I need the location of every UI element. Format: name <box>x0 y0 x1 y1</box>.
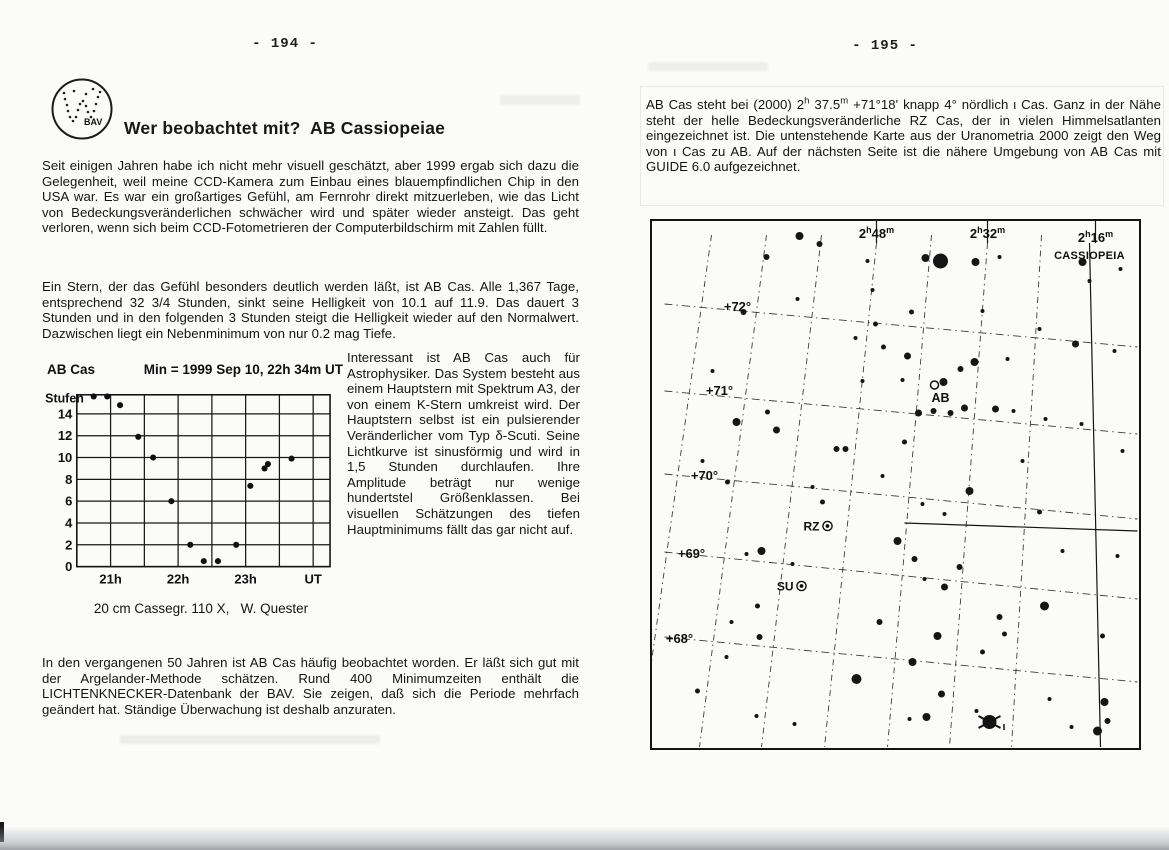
bleed-through-smudge <box>648 62 768 71</box>
lightcurve-title-minimum: Min = 1999 Sep 10, 22h 34m UT <box>143 362 343 377</box>
paragraph-ab-cas: Ein Stern, der das Gefühl besonders deutlich werden läßt, ist AB Cas. Alle 1,367 Tage, entsprechend 32 3/4 Stunden, sinkt seine Helligkeit von 10.1 auf 11.9. Das dauert 3 Stunden und in den folgenden 3 Stunden steigt die Helligkeit wieder auf den Normalwert. Dazwischen liegt ein Nebenminimum von nur 0.2 mag Tiefe. <box>42 279 579 341</box>
position-text-3: +71°18' knapp 4° nördlich ι Cas. Ganz in der Nähe steht der helle Bedeckungsveränderliche RZ Cas, der in vielen Himmelsatlanten eingezeichnet ist. Die untenstehende Karte aus der Uranometria 2000 zeigt den Weg von ι Cas zu AB. Auf der nächsten Seite ist die nähere Umgebung von AB Cas mit GUIDE 6.0 aufgezeichnet. <box>646 97 1161 175</box>
lightcurve-plot <box>45 388 337 596</box>
paragraph-history: In den vergangenen 50 Jahren ist AB Cas häufig beobachtet worden. Er läßt sich gut mit der Argelander-Methode schätzen. Rund 400 Minimumzeiten enthält die LICHTENKNECKER-Datenbank der BAV. Sie zeigen, daß sich die Periode mehrfach geändert hat. Ständige Überwachung ist deshalb anzuraten. <box>42 655 579 717</box>
svg-text:0: 0 <box>65 559 73 575</box>
svg-text:CASSIOPEIA: CASSIOPEIA <box>1054 250 1125 262</box>
star-chart-plot <box>652 221 1138 747</box>
uranometria-star-chart <box>650 219 1141 750</box>
svg-text:Stufen: Stufen <box>45 391 84 406</box>
bleed-through-smudge <box>120 735 380 744</box>
bav-logo <box>50 77 114 141</box>
svg-text:4: 4 <box>65 515 73 531</box>
svg-text:2h16m: 2$^h$16$^m$ <box>1077 229 1114 245</box>
svg-text:12: 12 <box>57 428 73 444</box>
svg-text:22h: 22h <box>166 571 190 587</box>
svg-text:+71°: +71° <box>705 383 734 398</box>
page-number-left: - 194 - <box>252 36 318 52</box>
svg-text:6: 6 <box>65 493 73 509</box>
article-title: Wer beobachtet mit? AB Cassiopeiae <box>124 118 446 138</box>
lightcurve-title-star: AB Cas <box>47 362 96 377</box>
page-number-right: - 195 - <box>852 38 918 54</box>
superscript-hours: h <box>804 95 810 107</box>
bav-logo-icon <box>50 77 114 141</box>
svg-text:+69°: +69° <box>677 546 706 561</box>
svg-text:2: 2 <box>65 537 73 553</box>
svg-text:10: 10 <box>57 450 73 466</box>
svg-text:8: 8 <box>65 471 73 487</box>
svg-text:SU: SU <box>776 579 794 594</box>
svg-text:RZ: RZ <box>803 519 820 534</box>
lightcurve-title <box>47 362 343 377</box>
svg-text:23h: 23h <box>234 571 257 587</box>
lightcurve-chart <box>45 388 337 596</box>
scan-bottom-shadow <box>0 826 1169 850</box>
svg-text:2h32m: 2$^h$32$^m$ <box>969 225 1006 241</box>
svg-text:UT: UT <box>304 571 322 587</box>
svg-text:ι: ι <box>1002 721 1006 733</box>
paragraph-position <box>646 97 1161 175</box>
position-text-1: AB Cas steht bei (2000) 2 <box>646 97 805 112</box>
svg-text:+70°: +70° <box>690 468 719 483</box>
svg-text:+72°: +72° <box>723 299 752 314</box>
svg-text:21h: 21h <box>99 571 122 587</box>
svg-text:+68°: +68° <box>665 631 694 646</box>
svg-text:14: 14 <box>57 406 73 422</box>
svg-text:BAV: BAV <box>84 117 103 127</box>
position-text-2: 37.5 <box>809 97 841 112</box>
paragraph-astrophysics-sidebar: Interessant ist AB Cas auch für Astrophysiker. Das System besteht aus einem Hauptstern mit Spektrum A3, der von einem K-Stern umkreist wird. Der Hauptstern selbst ist ein pulsierender Veränderlicher vom Typ δ-Scuti. Seine Lichtkurve ist sinusförmig und wird in 1,5 Stunden durchlaufen. Ihre Amplitude beträgt nur wenige hundertstel Größenklassen. Bei visuellen Schätzungen des tiefen Hauptminimums fällt das gar nicht auf. <box>347 350 580 537</box>
bleed-through-smudge <box>500 95 580 105</box>
paragraph-intro: Seit einigen Jahren habe ich nicht mehr visuell geschätzt, aber 1999 ergab sich dazu die Gelegenheit, weil meine CCD-Kamera zum Einbau eines blauempfindlichen Chip in den USA war. Es war ein großartiges Gefühl, am Fernrohr direkt mitzuerleben, wie das Licht von Bedeckungsveränderlichen schwächer wird und später wieder ansteigt. Das geht verloren, wenn sich beim CCD-Fotometrieren der Computerbildschirm mit Zahlen füllt. <box>42 158 579 236</box>
lightcurve-caption: 20 cm Cassegr. 110 X, W. Quester <box>93 601 309 616</box>
svg-text:AB: AB <box>931 391 950 405</box>
superscript-minutes: m <box>840 95 849 107</box>
svg-text:2h48m: 2$^h$48$^m$ <box>858 225 895 241</box>
